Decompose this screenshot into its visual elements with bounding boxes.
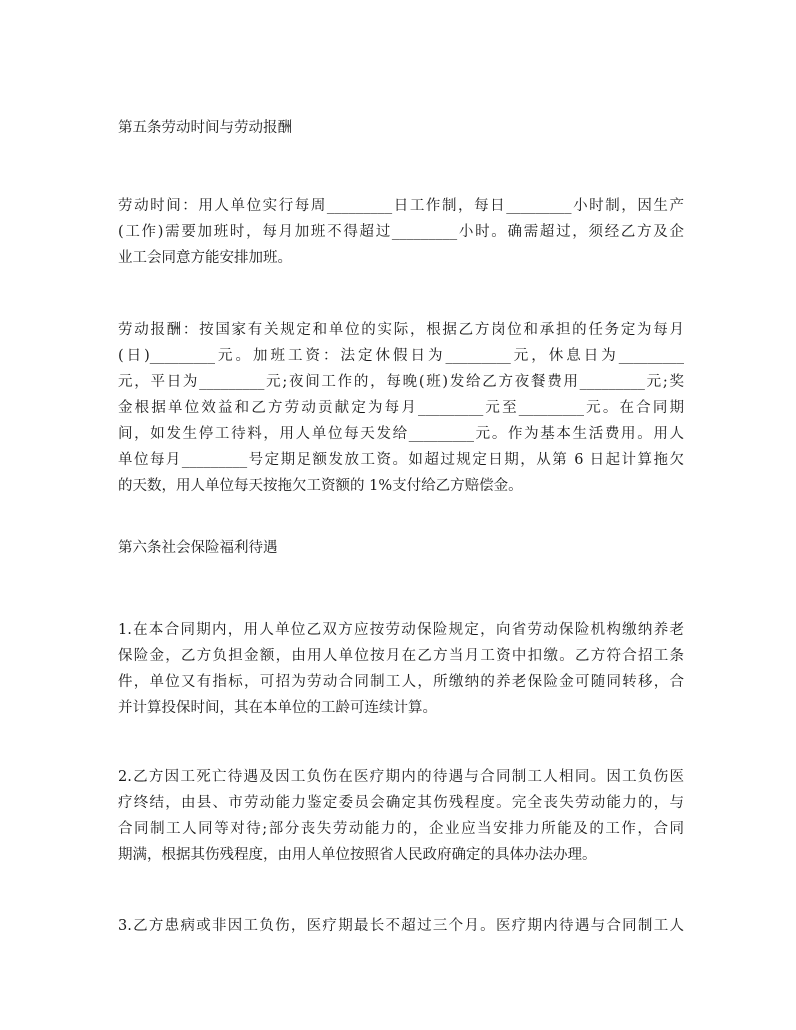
paragraph-line: 单位每月_________号定期足额发放工资。如超过规定日期，从第 6 日起计算拖欠 [118, 452, 684, 468]
paragraph-line: 并计算投保时间，其在本单位的工龄可连续计算。 [118, 700, 437, 716]
paragraph-line: (工作)需要加班时，每月加班不得超过_________小时。确需超过，须经乙方及企 [118, 224, 684, 240]
paragraph-line: 期满，根据其伤残程度，由用人单位按照省人民政府确定的具体办法办理。 [118, 847, 597, 863]
section-5-title: 第五条劳动时间与劳动报酬 [118, 120, 292, 136]
paragraph-line: 劳动时间：用人单位实行每周_________日工作制，每日_________小时制，因生产 [118, 198, 684, 214]
section-6-title: 第六条社会保险福利待遇 [118, 540, 278, 556]
paragraph-line: 件，单位又有指标，可招为劳动合同制工人，所缴纳的养老保险金可随同转移，合 [118, 674, 684, 690]
paragraph-line: 3.乙方患病或非因工负伤，医疗期最长不超过三个月。医疗期内待遇与合同制工人 [118, 918, 684, 934]
paragraph-line: 金根据单位效益和乙方劳动贡献定为每月_________元至_________元。在合同期 [118, 400, 684, 416]
paragraph-line: 2.乙方因工死亡待遇及因工负伤在医疗期内的待遇与合同制工人相同。因工负伤医 [118, 769, 684, 785]
section-6-item-2 [118, 764, 684, 868]
paragraph-line: 业工会同意方能安排加班。 [118, 250, 292, 266]
paragraph-line: 疗终结，由县、市劳动能力鉴定委员会确定其伤残程度。完全丧失劳动能力的，与 [118, 795, 684, 811]
paragraph-line: 间，如发生停工待料，用人单位每天发给_________元。作为基本生活费用。用人 [118, 426, 684, 442]
paragraph-line: 元，平日为_________元;夜间工作的，每晚(班)发给乙方夜餐费用_________元;奖 [118, 374, 684, 390]
paragraph-line: 的天数，用人单位每天按拖欠工资额的 1%支付给乙方赔偿金。 [118, 478, 523, 494]
paragraph-line: 劳动报酬：按国家有关规定和单位的实际，根据乙方岗位和承担的任务定为每月 [118, 322, 684, 338]
section-5-paragraph-remuneration [118, 317, 684, 499]
paragraph-line: 合同制工人同等对待;部分丧失劳动能力的，企业应当安排力所能及的工作，合同 [118, 821, 684, 837]
section-6-item-1 [118, 617, 684, 721]
section-6-item-3 [118, 913, 684, 939]
paragraph-line: (日)_________元。加班工资：法定休假日为_________元，休息日为_________ [118, 348, 684, 364]
paragraph-line: 1.在本合同期内，用人单位乙双方应按劳动保险规定，向省劳动保险机构缴纳养老 [118, 622, 684, 638]
section-5-paragraph-working-hours [118, 193, 684, 271]
paragraph-line: 保险金，乙方负担金额，由用人单位按月在乙方当月工资中扣缴。乙方符合招工条 [118, 648, 684, 664]
